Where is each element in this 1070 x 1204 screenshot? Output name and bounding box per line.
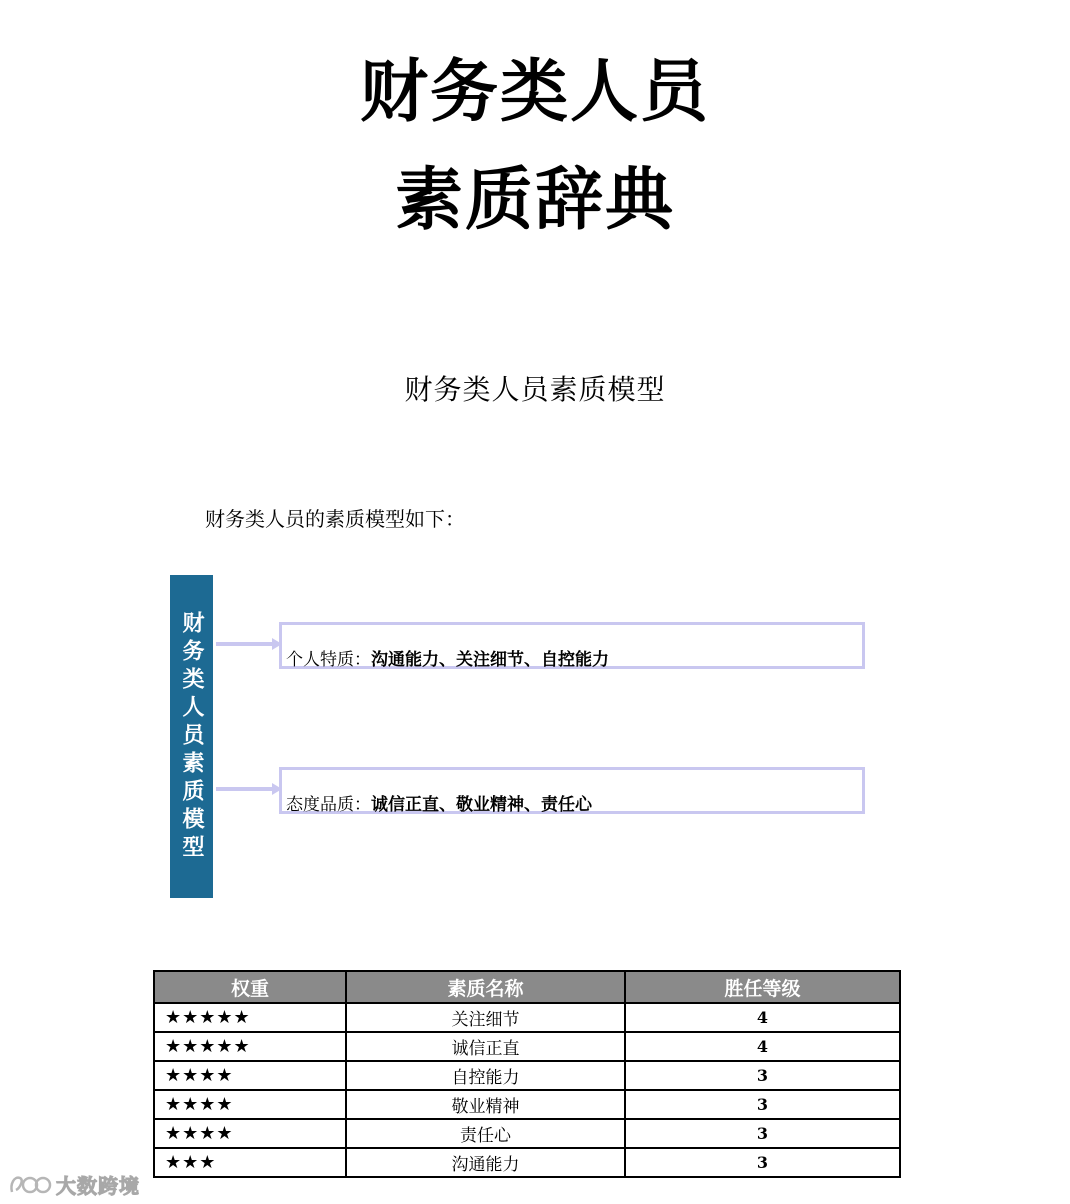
watermark-text: 大数跨境 — [56, 1174, 140, 1198]
name-cell: 敬业精神 — [346, 1090, 625, 1119]
weight-cell: ★★★★ — [154, 1061, 346, 1090]
table-row — [154, 1148, 900, 1177]
trait-items: 诚信正直、敬业精神、责任心 — [371, 795, 592, 815]
model-label: 财务类人员素质模型 — [179, 610, 204, 863]
level-cell: 3 — [625, 1148, 900, 1177]
document-title-line-1: 财务类人员 — [359, 53, 710, 132]
name-cell: 沟通能力 — [346, 1148, 625, 1177]
table-row — [154, 1090, 900, 1119]
header-competency-name: 素质名称 — [346, 971, 625, 1003]
weight-cell: ★★★★★ — [154, 1003, 346, 1032]
connector-arrow — [216, 782, 282, 796]
watermark — [8, 1170, 140, 1199]
table-row — [154, 1119, 900, 1148]
level-cell: 3 — [625, 1090, 900, 1119]
header-weight: 权重 — [154, 971, 346, 1003]
weight-cell: ★★★★ — [154, 1119, 346, 1148]
trait-label: 个人特质： — [286, 650, 371, 670]
weight-cell: ★★★ — [154, 1148, 346, 1177]
table-header-row — [154, 971, 900, 1003]
weight-cell: ★★★★★ — [154, 1032, 346, 1061]
name-cell: 自控能力 — [346, 1061, 625, 1090]
level-cell: 4 — [625, 1003, 900, 1032]
model-label-box — [170, 575, 213, 898]
name-cell: 关注细节 — [346, 1003, 625, 1032]
level-cell: 4 — [625, 1032, 900, 1061]
trait-box-personal — [279, 622, 865, 669]
level-cell: 3 — [625, 1061, 900, 1090]
section-heading: 财务类人员素质模型 — [404, 373, 666, 406]
name-cell: 责任心 — [346, 1119, 625, 1148]
intro-text: 财务类人员的素质模型如下： — [205, 507, 465, 531]
trait-items: 沟通能力、关注细节、自控能力 — [371, 650, 609, 670]
watermark-logo-icon — [8, 1172, 52, 1198]
weight-cell: ★★★★ — [154, 1090, 346, 1119]
name-cell: 诚信正直 — [346, 1032, 625, 1061]
table-row — [154, 1003, 900, 1032]
trait-box-attitude — [279, 767, 865, 814]
level-cell: 3 — [625, 1119, 900, 1148]
table-row — [154, 1061, 900, 1090]
competency-table — [153, 970, 901, 1178]
connector-arrow — [216, 637, 282, 651]
table-row — [154, 1032, 900, 1061]
trait-label: 态度品质： — [286, 795, 371, 815]
header-competency-level: 胜任等级 — [625, 971, 900, 1003]
document-title-line-2: 素质辞典 — [394, 161, 675, 240]
